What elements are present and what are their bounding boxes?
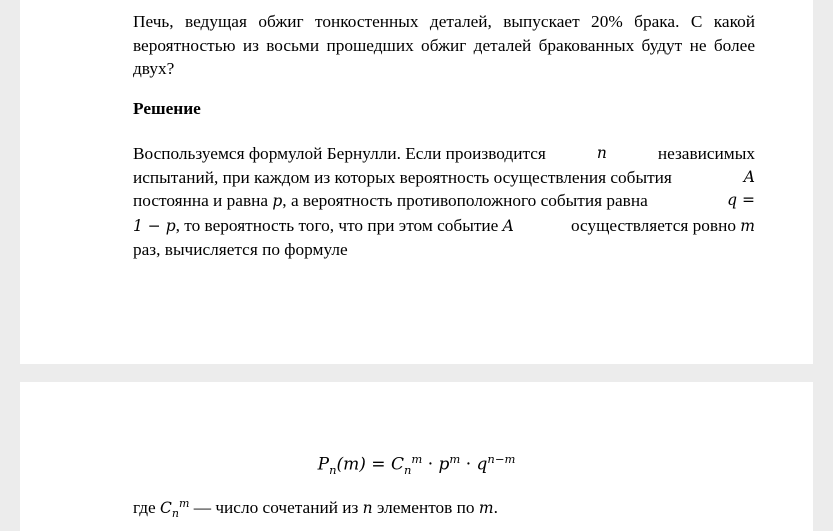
problem-statement: Печь, ведущая обжиг тонкостенных деталей, выпускает 20% брака. С какой вероятностью из восьми прошедших обжиг деталей бракованных будут не более двух?: [133, 12, 755, 78]
combinations-note: где $C_n^m$ — число сочетаний из n элементов по m.: [133, 497, 498, 521]
page-bottom: [20, 382, 813, 531]
method-line-5: раз, вычисляется по формуле: [133, 240, 348, 259]
method-line-2: испытаний, при каждом из которых вероятность осуществления события A: [133, 167, 755, 187]
method-line-4: 1 − p, то вероятность того, что при этом событие A осуществляется ровно m: [133, 215, 755, 235]
method-line-3: постоянна и равна p, а вероятность противоположного события равна q =: [133, 191, 755, 210]
solution-heading: Решение: [133, 99, 201, 118]
method-line-1: Воспользуемся формулой Бернулли. Если производится n независимых: [133, 144, 755, 163]
bernoulli-formula: $P_n(m) = C_n^m \cdot p^m \cdot q^{n-m}$: [317, 452, 516, 478]
method-paragraph: [133, 142, 755, 262]
page-top: [20, 0, 813, 364]
